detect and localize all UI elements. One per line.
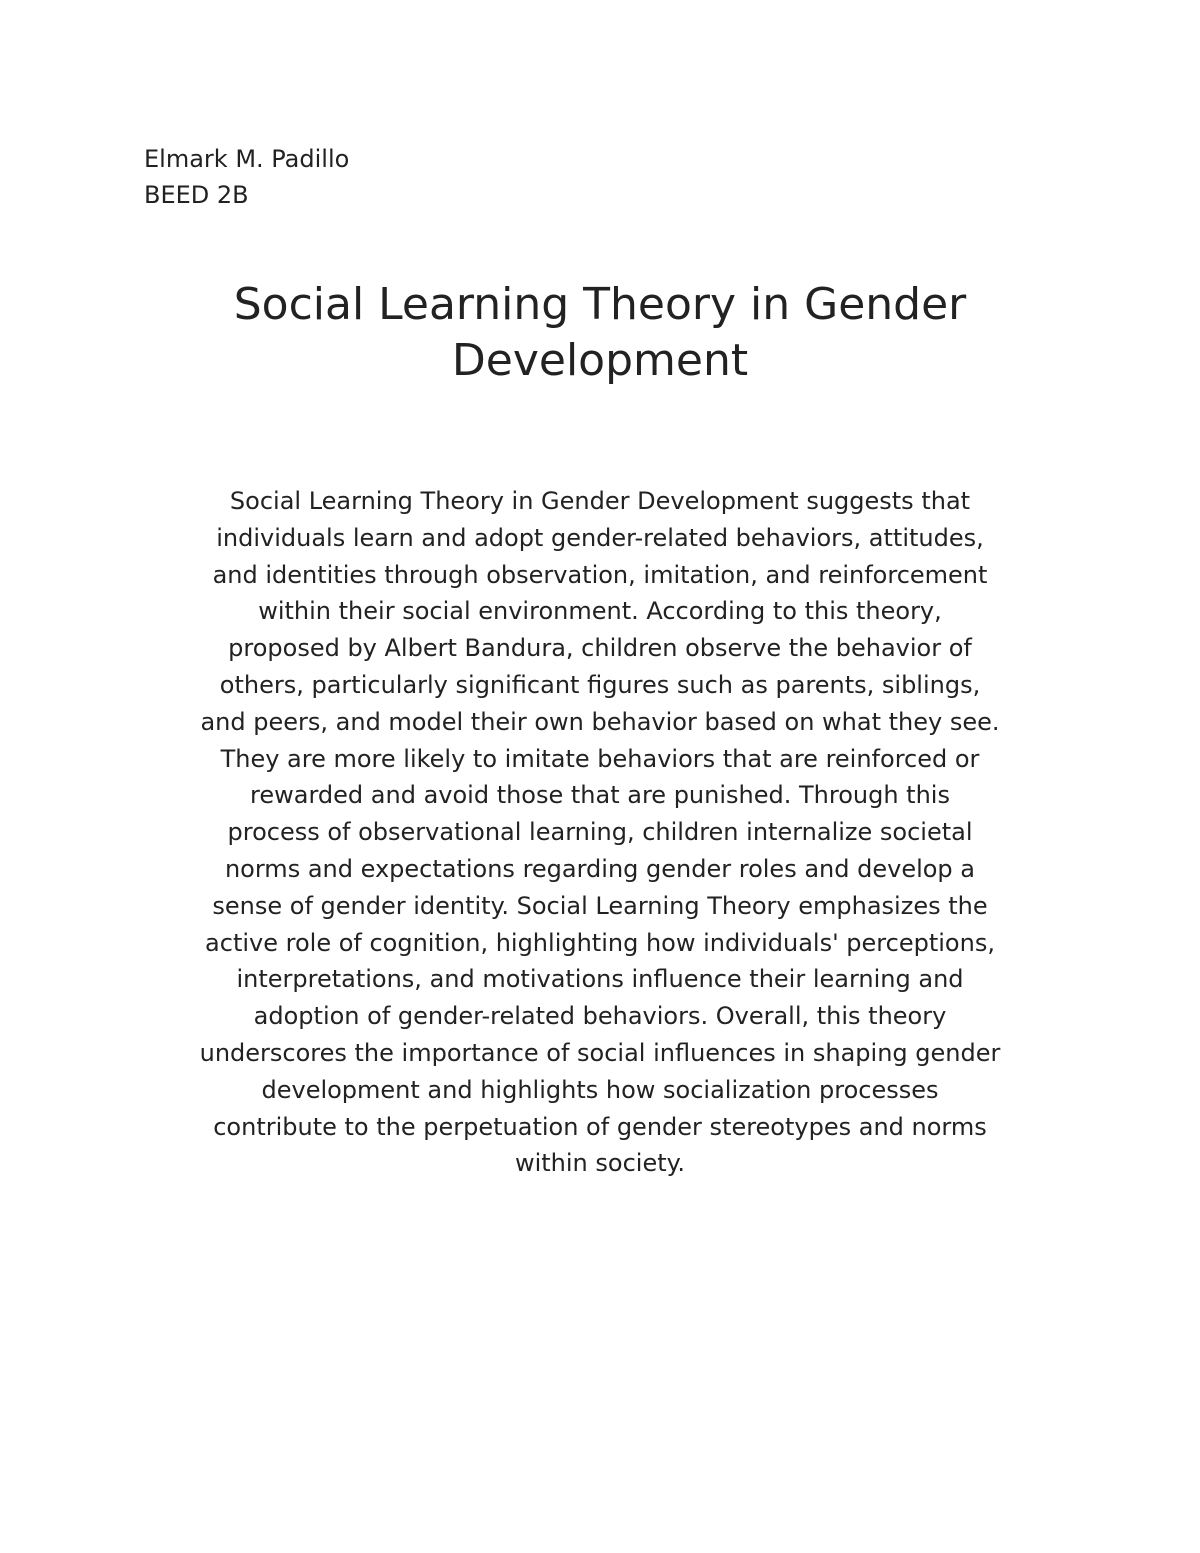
body-line: within their social environment. According to this theory, <box>258 597 942 626</box>
body-line: norms and expectations regarding gender roles and develop a <box>224 854 976 883</box>
title-line: Social Learning Theory in Gender <box>233 279 967 330</box>
title-line: Development <box>451 335 749 386</box>
author-block <box>144 141 349 213</box>
body-line: development and highlights how socialization processes <box>261 1075 939 1104</box>
body-line: proposed by Albert Bandura, children observe the behavior of <box>228 634 972 663</box>
body-line: others, particularly significant figures such as parents, siblings, <box>219 670 981 699</box>
body-line: contribute to the perpetuation of gender stereotypes and norms <box>213 1112 987 1141</box>
document-title <box>100 277 1100 389</box>
body-line: They are more likely to imitate behaviors that are reinforced or <box>220 744 980 773</box>
body-line: active role of cognition, highlighting how individuals' perceptions, <box>205 928 995 957</box>
body-line: rewarded and avoid those that are punished. Through this <box>250 781 950 810</box>
body-line: Social Learning Theory in Gender Development suggests that <box>229 487 971 515</box>
body-line: interpretations, and motivations influence their learning and <box>236 965 964 994</box>
body-line: underscores the importance of social influences in shaping gender <box>199 1038 1001 1067</box>
body-line: within society. <box>514 1149 686 1178</box>
author-name: Elmark M. Padillo <box>144 145 350 173</box>
body-line: individuals learn and adopt gender-related behaviors, attitudes, <box>216 523 984 552</box>
body-line: sense of gender identity. Social Learning Theory emphasizes the <box>212 891 988 920</box>
body-line: adoption of gender-related behaviors. Overall, this theory <box>253 1002 947 1031</box>
body-line: and identities through observation, imitation, and reinforcement <box>212 560 988 589</box>
body-paragraph <box>140 483 1060 1182</box>
course-section: BEED 2B <box>144 181 249 209</box>
body-line: process of observational learning, children internalize societal <box>227 818 973 847</box>
body-line: and peers, and model their own behavior based on what they see. <box>200 707 1000 736</box>
